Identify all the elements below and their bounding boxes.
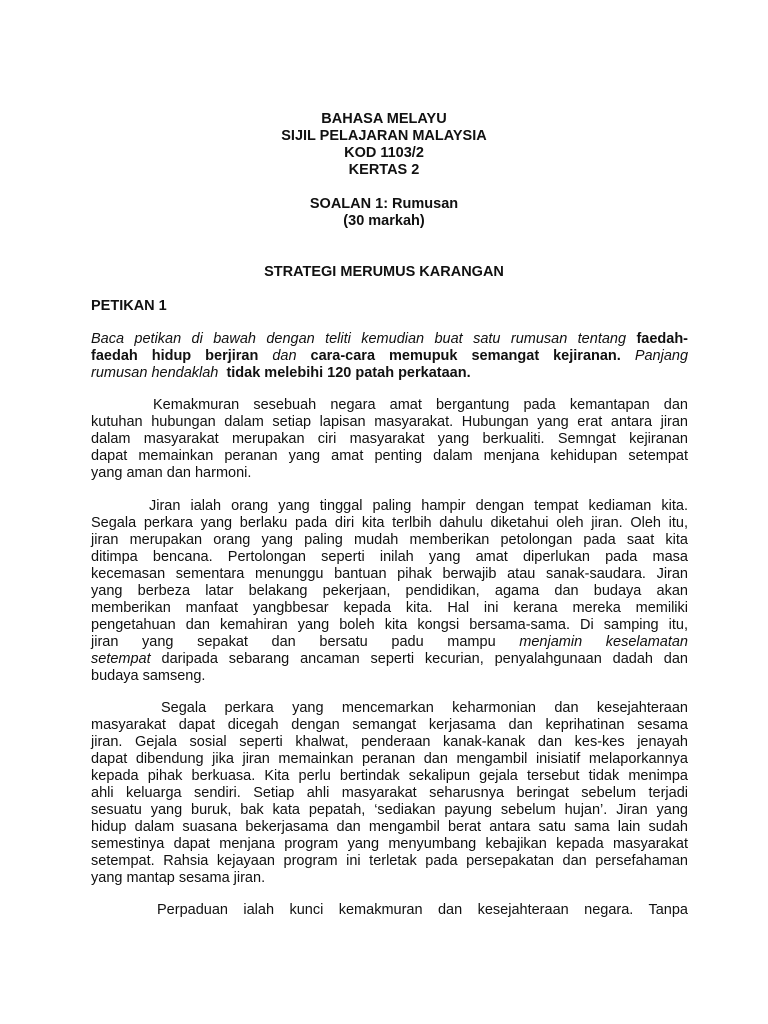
paragraph-line: pengetahuan dan kemahiran yang boleh kita kongsi bersama-sama. Di samping itu,	[91, 617, 688, 633]
paragraph-line: memberikan manfaat yangbbesar kepada kita. Hal ini kerana mereka memiliki	[91, 600, 688, 616]
paragraph-line: yang aman dan harmoni.	[91, 465, 252, 481]
paragraph-line: ditimpa bencana. Pertolongan seperti inilah yang amat diperlukan pada masa	[91, 549, 688, 565]
instruction-line	[91, 348, 688, 365]
instruction-emphasis: faedah-	[636, 331, 689, 347]
instruction-line	[91, 365, 688, 382]
exam-title: SIJIL PELAJARAN MALAYSIA	[281, 128, 487, 144]
paragraph-line: dapat dibendung jika jiran memainkan peranan dan mengambil inisiatif melaporkannya	[91, 751, 688, 767]
document-header	[0, 111, 768, 179]
paragraph-line: Segala perkara yang berlaku pada diri kita terlbih dahulu diketahui oleh jiran. Oleh itu,	[91, 515, 688, 531]
passage-label: PETIKAN 1	[91, 298, 167, 314]
paragraph-line: setempat. Rahsia kejayaan program ini terletak pada persepakatan dan persefahaman	[91, 853, 688, 869]
subject-title: BAHASA MELAYU	[321, 111, 447, 127]
paragraph-line: Jiran ialah orang yang tinggal paling hampir dengan tempat kediaman kita.	[149, 498, 688, 514]
strategy-title: STRATEGI MERUMUS KARANGAN	[264, 264, 504, 280]
paragraph-line: dalam masyarakat merupakan ciri masyarakat yang berkualiti. Semngat kejiranan	[91, 431, 688, 447]
instruction-text: Panjang	[634, 348, 689, 364]
paragraph-line: masyarakat dapat dicegah dengan semangat kerjasama dan keprihatinan sesama	[91, 717, 688, 733]
paragraph-line: jiran yang sepakat dan bersatu padu mampu menjamin keselamatan	[91, 634, 688, 650]
paragraph-line: semestinya dapat menjana program yang menyumbang kebajikan kepada masyarakat	[91, 836, 688, 852]
instruction-text: Baca petikan di bawah dengan teliti kemudian buat satu rumusan tentang	[91, 331, 627, 347]
paragraph-line: hidup dalam suasana bekerjasama dan mengambil berat antara satu sama lain sudah	[91, 819, 688, 835]
instruction-paragraph	[91, 331, 688, 382]
paragraph-line: kepada pihak berkuasa. Kita perlu bertindak sekalipun gejala tersebut tidak menimpa	[91, 768, 688, 784]
paragraph-line: jiran. Gejala sosial seperti khalwat, penderaan kanak-kanak dan kes-kes jenayah	[91, 734, 688, 750]
instruction-emphasis: cara-cara memupuk semangat kejiranan.	[310, 348, 621, 364]
paragraph-line: jiran merupakan orang yang paling mudah memberikan petolongan pada saat kita	[91, 532, 688, 548]
paper-number: KERTAS 2	[348, 162, 420, 178]
paragraph-line: setempat daripada sebarang ancaman seperti kecurian, penyalahgunaan dadah dan	[91, 651, 688, 667]
passage-paragraph-1	[91, 397, 688, 482]
instruction-text: dan	[272, 348, 297, 364]
paragraph-line: kecemasan sementara menunggu bantuan pihak berwajib atau sanak-saudara. Jiran	[91, 566, 688, 582]
paragraph-line: Kemakmuran sesebuah negara amat bergantung pada kemantapan dan	[153, 397, 688, 413]
instruction-emphasis: tidak melebihi 120 patah perkataan.	[226, 365, 471, 381]
paragraph-line: yang berbeza latar belakang pekerjaan, pendidikan, agama dan budaya akan	[91, 583, 688, 599]
passage-paragraph-2	[91, 498, 688, 685]
paragraph-line: Segala perkara yang mencemarkan keharmonian dan kesejahteraan	[161, 700, 688, 716]
question-header	[0, 196, 768, 230]
question-title: SOALAN 1: Rumusan	[309, 196, 459, 212]
paragraph-line: Perpaduan ialah kunci kemakmuran dan kesejahteraan negara. Tanpa	[157, 902, 688, 918]
paper-code: KOD 1103/2	[344, 145, 424, 161]
paragraph-line: yang mantap sesama jiran.	[91, 870, 266, 886]
paragraph-line: budaya samseng.	[91, 668, 206, 684]
paragraph-line: kutuhan hubungan dalam setiap lapisan masyarakat. Hubungan yang erat antara jiran	[91, 414, 688, 430]
section-heading	[0, 264, 768, 281]
instruction-emphasis: faedah hidup berjiran	[91, 348, 259, 364]
instruction-text: rumusan hendaklah	[91, 365, 219, 381]
paragraph-line: dapat memainkan peranan yang amat penting dalam menjana kehidupan setempat	[91, 448, 688, 464]
paragraph-line: sesuatu yang buruk, bak kata pepatah, ‘sediakan payung sebelum hujan’. Jiran yang	[91, 802, 688, 818]
passage-paragraph-4	[91, 902, 688, 919]
question-marks: (30 markah)	[343, 213, 425, 229]
paragraph-line: ahli keluarga sendiri. Setiap ahli masyarakat seharusnya beringat sebelum terjadi	[91, 785, 688, 801]
passage-paragraph-3	[91, 700, 688, 887]
instruction-line	[91, 331, 688, 348]
